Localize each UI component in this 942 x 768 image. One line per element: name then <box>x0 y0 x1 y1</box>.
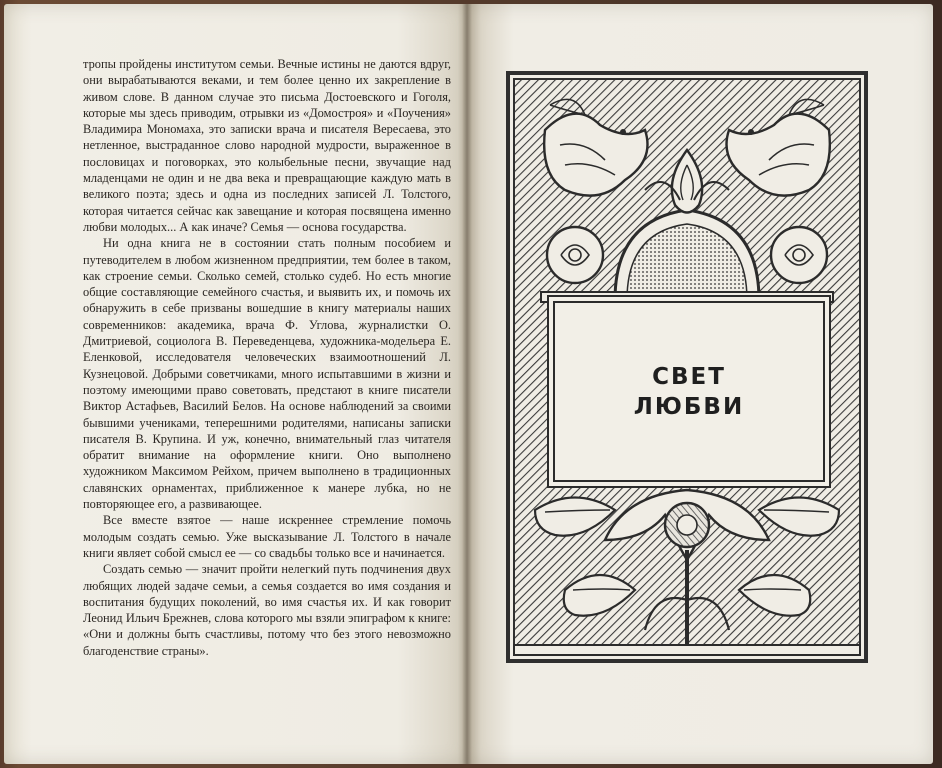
left-page-text <box>83 56 451 659</box>
paragraph: Создать семью — значит пройти нелегкий путь подчинения двух любящих людей задаче семьи, а семья создается во имя создания и воспитания будущих поколений, во имя счастья их. И как говорит Леонид Ильич Брежнев, слова которого мы взяли эпиграфом к книге: «Они и должны быть счастливы, потому что без этого невозможно благоденствие страны». <box>83 562 451 658</box>
paragraph: Все вместе взятое — наше искреннее стремление помочь молодым создать семью. Уже высказывание Л. Толстого в начале книги являет собой смысл ее — со свадьбы только все и начинается. <box>83 513 451 560</box>
paragraph: Ни одна книга не в состоянии стать полным пособием и путеводителем в любом жизненном предприятии, тем более в таком, как строение семьи. Сколько семей, столько судеб. Но есть многие общие составляющие семейного счастья, и выявить их, и помочь их обнаружить в себе призваны вошедшие в книгу материалы наших современников: академика, врача Ф. Углова, журналистки О. Дмитриевой, социолога В. Переведенцева, художника-модельера Е. Еленковой, исследователя человеческих взаимоотношений Л. Кузнецовой. Добрыми советчиками, много испытавшими в жизни и поэтому имеющими право советовать, предстают в книге писатели Виктор Астафьев, Василий Белов. На основе наблюдений за своими бывшими учениками, теперешними родителями, написаны записки писателя В. Крупина. И уж, конечно, внимательный глаз читателя обратит внимание на оформление книги. Оно выполнено художником Максимом Рейхом, причем выполнено в традиционных славянских орнаментах, приближенное к манере лубка, но не повторяющее его, а развивающее. <box>83 236 451 512</box>
book-title-line-2: ЛЮБВИ <box>633 393 745 420</box>
book-title-line-1: СВЕТ <box>652 363 726 390</box>
book-gutter <box>462 4 472 764</box>
book-title-box <box>553 301 825 482</box>
paragraph: тропы пройдены институтом семьи. Вечные истины не даются вдруг, они вырабатываются веками, и тем более ценно их закрепление в живом слове. В данном случае это письма Достоевского и Гоголя, которые мы здесь приводим, отрывки из «Домостроя» и «Поучения» Владимира Мономаха, это записки врача и писателя Вересаева, это нетленное, выстраданное слово народной мудрости, выраженное в пословицах и поговорках, это колыбельные песни, звучащие над младенцами не один и не два века и превращающие каждую мать в великого поэта; здесь и одна из последних записей Л. Толстого, которая читается сейчас как завещание и которая посвящена именно любви молодых... А как иначе? Семья — основа государства. <box>83 57 451 234</box>
